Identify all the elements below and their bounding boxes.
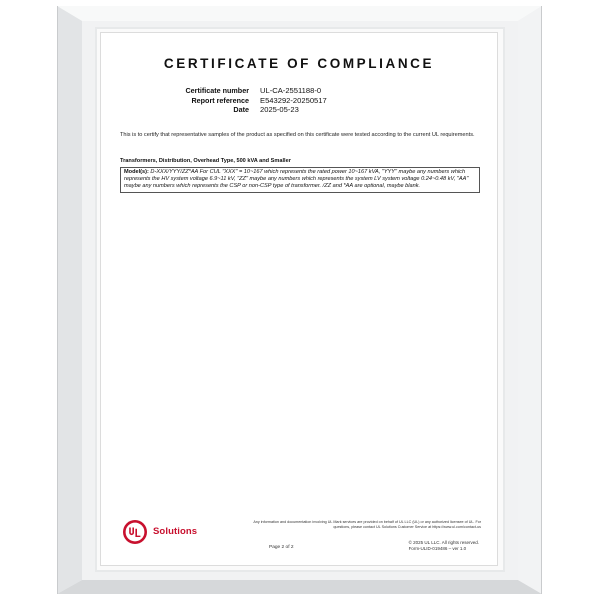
copyright-text: © 2025 UL LLC. All rights reserved. (408, 540, 479, 545)
form-number: Form-ULID-019486 – ver 1.0 (408, 545, 467, 551)
ul-logo-icon (122, 519, 148, 545)
certification-statement: This is to certify that representative samples of the product as specified on this certificate were tested according to the current UL requirements. (120, 132, 475, 138)
field-value: 2025-05-23 (260, 105, 299, 115)
field-label: Certificate number (185, 86, 249, 95)
product-section (120, 158, 480, 193)
logo-text: Solutions (153, 526, 198, 537)
field-date (101, 105, 497, 115)
models-text: D-XXX/YYY/ZZ*AA For CUL "XXX" = 10~167 which represents the rated power 10~167 kVA, "YYY" maybe any numbers which represents the HV system voltage 6.9~11 kV, "ZZ" maybe any numbers which represents the system LV system voltage 0.24~0.48 kV, "AA" maybe any numbers which represents the CSP or non-CSP type of transformer. /ZZ and *AA are optional, maybe blank. (124, 169, 469, 189)
field-report-reference (101, 96, 497, 106)
product-heading: Transformers, Distribution, Overhead Type, 500 kVA and Smaller (120, 158, 291, 164)
field-value: E543292-20250517 (260, 95, 327, 105)
copyright-block (409, 540, 479, 551)
field-label: Report reference (191, 95, 249, 105)
ul-solutions-logo (122, 519, 202, 545)
field-certificate-number (101, 86, 497, 96)
certificate-title: CERTIFICATE OF COMPLIANCE (163, 56, 435, 71)
footer-disclaimer: Any information and documentation involving UL Mark services are provided on behalf of UL LLC (UL) or any authorized licensee of UL. For questions, please contact UL Solutions Customer Service at https://www.ul.com/contact-us (253, 520, 481, 529)
models-box (120, 167, 480, 193)
field-value: UL-CA-2551188-0 (260, 86, 322, 95)
certificate-fields (101, 86, 497, 115)
field-label: Date (233, 105, 249, 115)
models-label: Model(s): (124, 169, 149, 175)
certificate-page (101, 33, 497, 565)
page-number: Page 2 of 2 (269, 545, 294, 550)
